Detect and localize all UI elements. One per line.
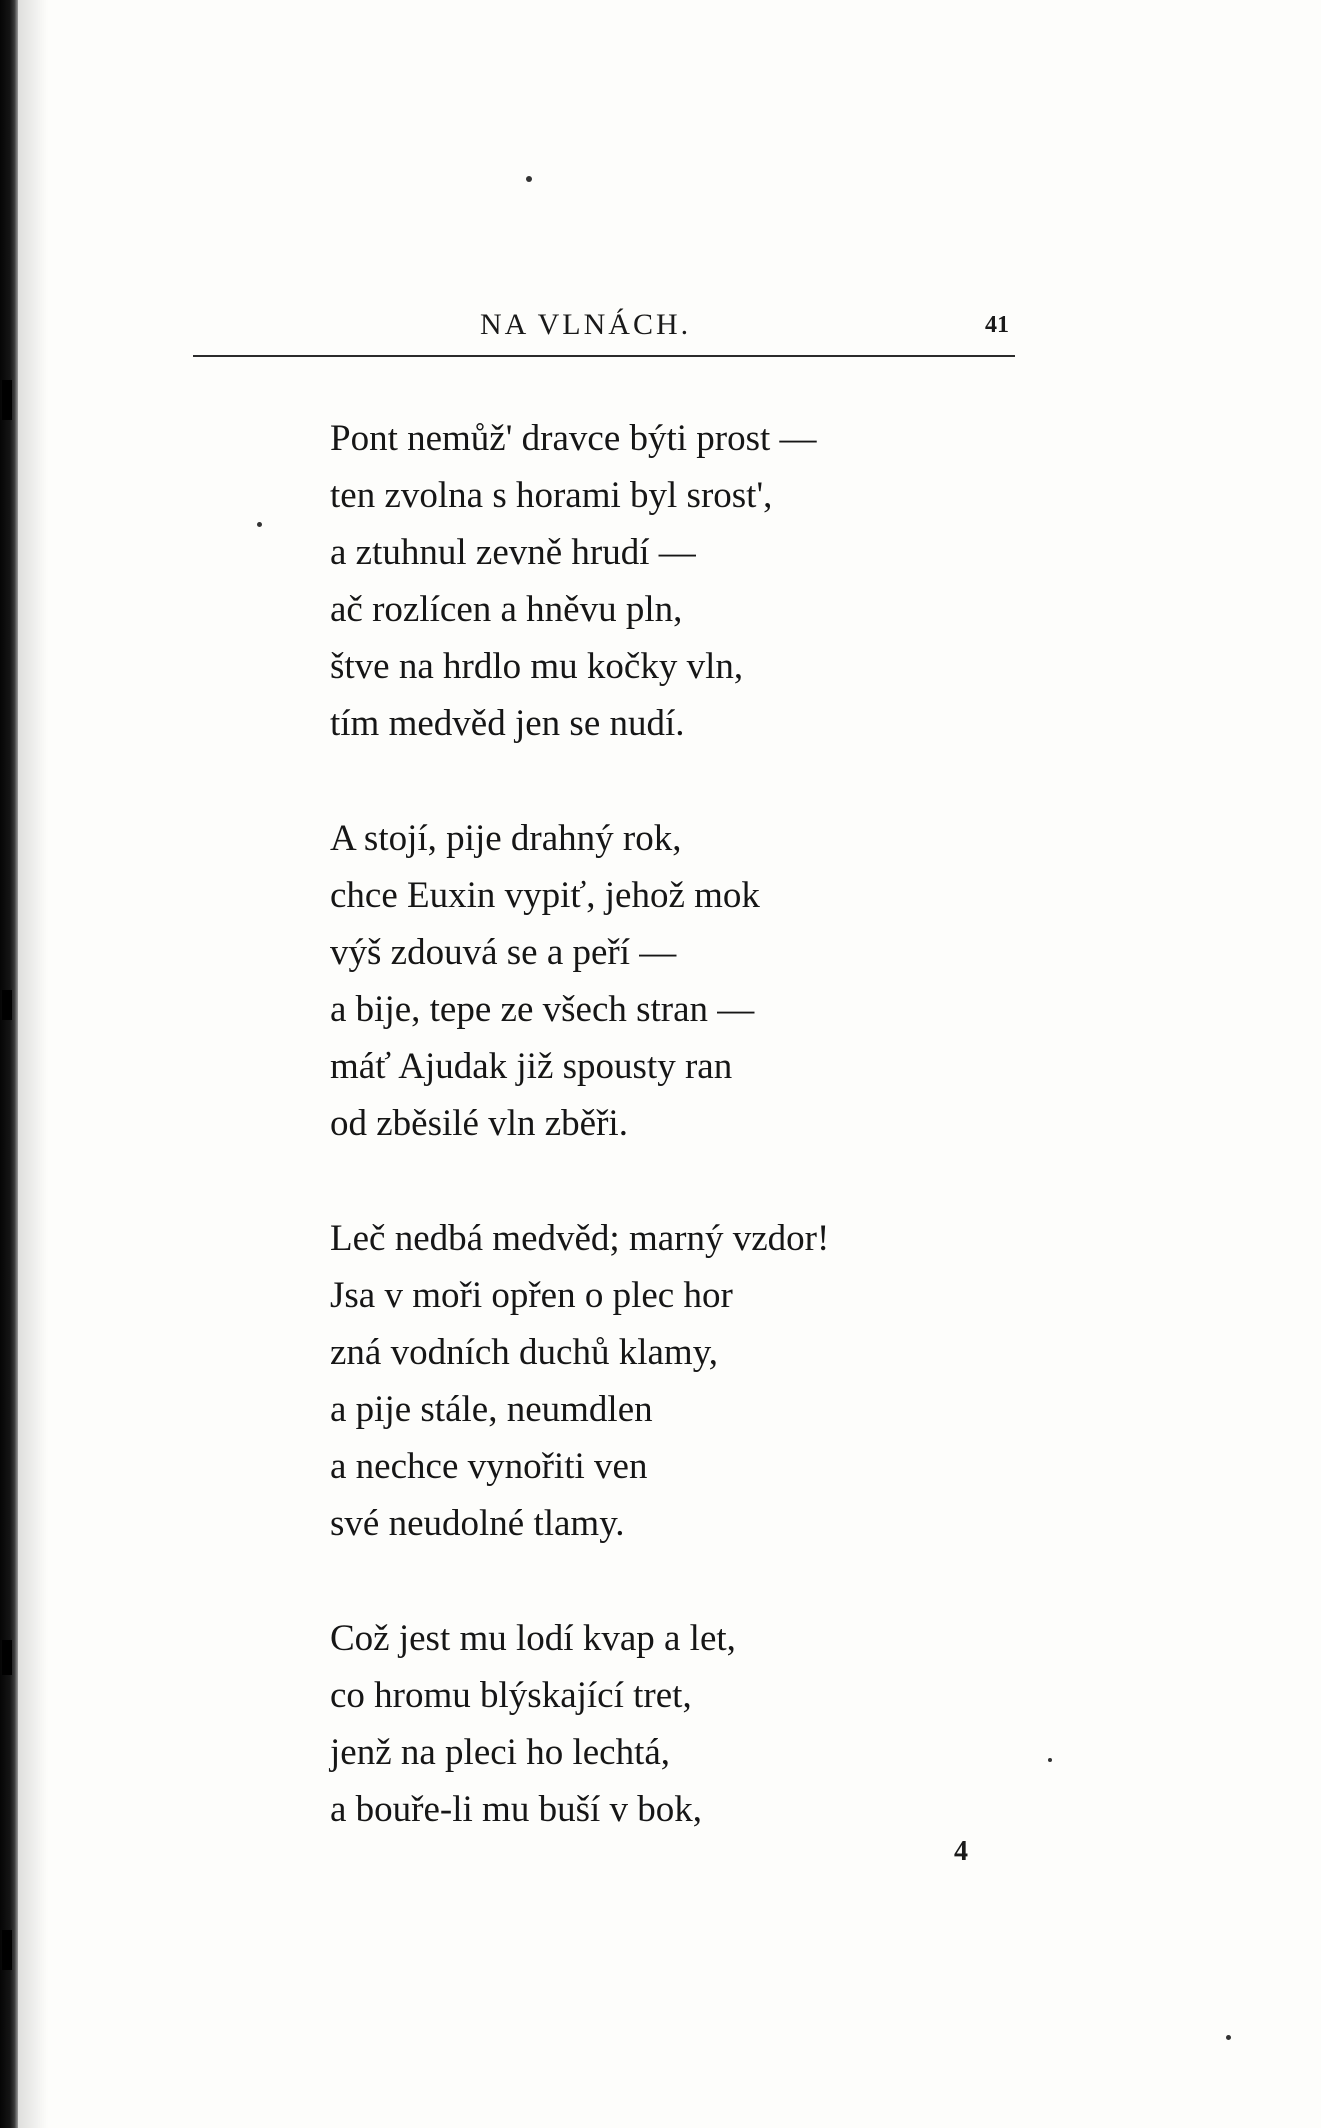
scan-speck: [1048, 1758, 1052, 1762]
verse-line: ač rozlícen a hněvu pln,: [330, 589, 683, 630]
scan-speck: [257, 522, 262, 527]
edge-mark: [2, 380, 12, 420]
verse-line: chce Euxin vypiť, jehož mok: [330, 875, 760, 916]
verse-line: co hromu blýskající tret,: [330, 1675, 692, 1716]
running-head: [0, 300, 1321, 350]
verse-line: a bije, tepe ze všech stran —: [330, 989, 755, 1030]
stanza: [330, 410, 1030, 752]
verse-line: Což jest mu lodí kvap a let,: [330, 1618, 736, 1659]
verse-line: výš zdouvá se a peří —: [330, 932, 677, 973]
verse-line: své neudolné tlamy.: [330, 1503, 625, 1544]
verse-line: máť Ajudak již spousty ran: [330, 1046, 733, 1087]
verse-line: Pont nemůž' dravce býti prost —: [330, 418, 817, 459]
verse-line: tím medvěd jen se nudí.: [330, 703, 685, 744]
verse-line: od zběsilé vln zběři.: [330, 1103, 628, 1144]
scan-speck: [526, 176, 532, 182]
stanza: [330, 1610, 1030, 1838]
stanza: [330, 1210, 1030, 1552]
verse-line: a bouře-li mu buší v bok,: [330, 1789, 703, 1830]
verse-line: a ztuhnul zevně hrudí —: [330, 532, 696, 573]
header-rule: [193, 355, 1015, 357]
running-title: NA VLNÁCH.: [480, 308, 692, 341]
edge-mark: [2, 990, 12, 1020]
verse-line: štve na hrdlo mu kočky vln,: [330, 646, 744, 687]
verse-line: jenž na pleci ho lechtá,: [330, 1732, 671, 1773]
verse-line: zná vodních duchů klamy,: [330, 1332, 719, 1373]
signature-mark: 4: [954, 1836, 968, 1867]
verse-line: A stojí, pije drahný rok,: [330, 818, 682, 859]
verse-line: a nechce vynořiti ven: [330, 1446, 648, 1487]
edge-mark: [2, 1640, 12, 1675]
scan-speck: [1226, 2035, 1231, 2040]
stanza: [330, 810, 1030, 1152]
page-number: 41: [985, 312, 1009, 338]
verse-line: ten zvolna s horami byl srost',: [330, 475, 773, 516]
poem-body: [330, 410, 1030, 1896]
edge-mark: [2, 1930, 12, 1970]
verse-line: a pije stále, neumdlen: [330, 1389, 653, 1430]
verse-line: Jsa v moři opřen o plec hor: [330, 1275, 733, 1316]
verse-line: Leč nedbá medvěd; marný vzdor!: [330, 1218, 830, 1259]
